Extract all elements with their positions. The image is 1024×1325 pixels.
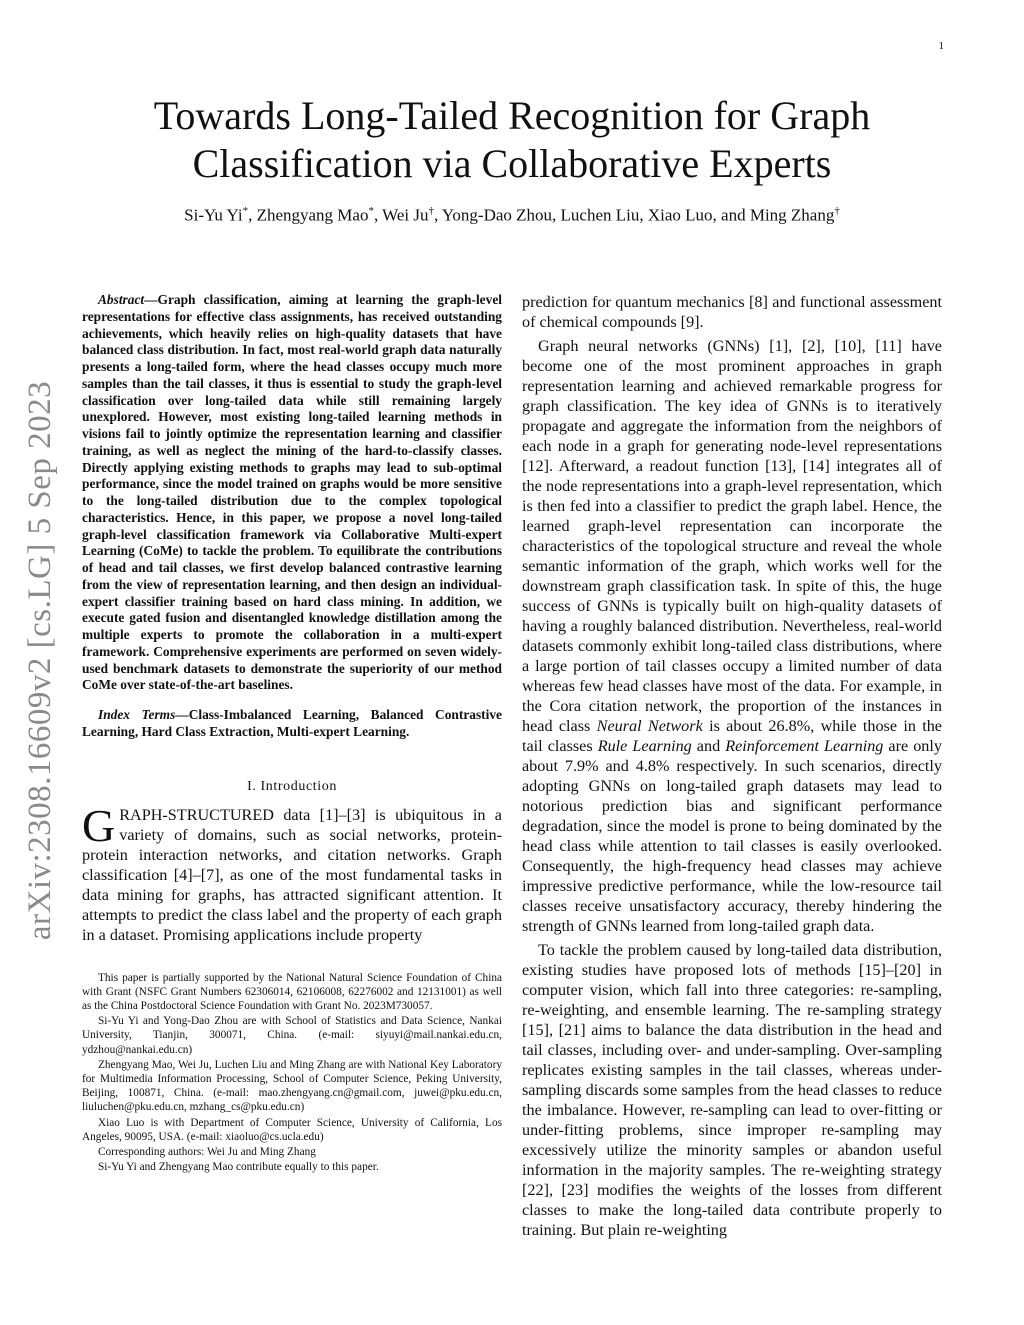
- arxiv-stamp: [6, 360, 76, 960]
- paragraph-long-tailed-methods: To tackle the problem caused by long-tailed data distribution, existing studies have proposed lots of methods [15]–[20] in computer vision, which fall into three categories: re-sampling, re-weighting, and ensemble learning. The re-sampling strategy [15], [21] aims to balance the data distribution in the head and tail classes, including over- and under-sampling. Over-sampling replicates existing samples in the tail classes, whereas under-sampling discards some samples from the head classes to reduce the imbalance. However, re-sampling can lead to over-fitting or under-fitting problems, since improper re-sampling may excessively utilize the minority samples or abandon useful information in the majority samples. The re-weighting strategy [22], [23] modifies the weights of the losses from different classes to make the long-tailed data contribute properly to training. But plain re-weighting: [522, 941, 942, 1239]
- footnote-affiliation-3: Xiao Luo is with Department of Computer Science, University of California, Los Angeles, 90095, USA. (e-mail: xiaoluo@cs.ucla.edu): [82, 1116, 502, 1143]
- abstract-text: —Graph classification, aiming at learning the graph-level representations for effective class assignments, has received outstanding achievements, which heavily relies on high-quality datasets that have balanced class distribution. In fact, most real-world graph data naturally presents a long-tailed form, where the head classes occupy much more samples than the tail classes, it thus is essential to study the graph-level classification over long-tailed data while still remaining largely unexplored. However, most existing long-tailed learning methods in visions fail to jointly optimize the representation learning and classifier training, as well as neglect the mining of the hard-to-classify classes. Directly applying existing methods to graphs may lead to sub-optimal performance, since the model trained on graphs would be more sensitive to the long-tailed distribution due to the complex topological characteristics. Hence, in this paper, we propose a novel long-tailed graph-level classification framework via Collaborative Multi-expert Learning (CoMe) to tackle the problem. To equilibrate the contributions of head and tail classes, we first develop balanced contrastive learning from the view of representation learning, and then design an individual-expert classifier training based on hard class mining. In addition, we execute gated fusion and disentangled knowledge distillation among the multiple experts to promote the collaboration in a multi-expert framework. Comprehensive experiments are performed on seven widely-used benchmark datasets to demonstrate the superiority of our method CoMe over state-of-the-art baselines.: [82, 292, 502, 693]
- gnn-text-3: and: [691, 737, 726, 755]
- footnote-affiliation-2: Zhengyang Mao, Wei Ju, Luchen Liu and Ming Zhang are with National Key Laboratory for Multimedia Information Processing, School of Computer Science, Peking University, Beijing, 100871, China. (e-mail: mao.zhengyang.cn@gmail.com, juwei@pku.edu.cn, liuluchen@pku.edu.cn, mzhang_cs@pku.edu.cn): [82, 1058, 502, 1114]
- page-number: 1: [938, 40, 944, 52]
- index-terms: [82, 707, 502, 741]
- author-3-mark: †: [428, 205, 434, 217]
- title-line-2: Classification via Collaborative Experts: [192, 141, 832, 186]
- paragraph-gnns: [522, 336, 942, 936]
- gnn-text-2: is about 26.8%, while those in the tail classes: [522, 717, 942, 755]
- emph-reinforcement-learning: Reinforcement Learning: [725, 737, 884, 755]
- author-1: Si-Yu Yi: [184, 205, 243, 225]
- footnotes: [82, 971, 502, 1175]
- paper-title: [110, 92, 914, 188]
- author-rest: , Yong-Dao Zhou, Luchen Liu, Xiao Luo, and Ming Zhang: [433, 205, 835, 225]
- abstract: [82, 292, 502, 694]
- intro-caps: RAPH-STRUCTURED: [119, 805, 274, 824]
- author-rest-mark: †: [834, 205, 840, 217]
- footnote-affiliation-1: Si-Yu Yi and Yong-Dao Zhou are with School of Statistics and Data Science, Nankai University, Tianjin, 300071, China. (e-mail: siyuyi@mail.nankai.edu.cn, ydzhou@nankai.edu.cn): [82, 1015, 502, 1056]
- emph-rule-learning: Rule Learning: [597, 737, 692, 755]
- footnote-corresponding: Corresponding authors: Wei Ju and Ming Zhang: [98, 1145, 316, 1158]
- author-3: , Wei Ju: [373, 205, 429, 225]
- arxiv-stamp-text: arXiv:2308.16609v2 [cs.LG] 5 Sep 2023: [22, 380, 59, 940]
- gnn-text-4: are only about 7.9% and 4.8% respectively. In such scenarios, directly adopting GNNs on long-tailed graph datasets may lead to notorious prediction bias and significant performance degradation, since the model is prone to being dominated by the head class while attention to tail classes is easily overlooked. Consequently, the high-frequency head classes may achieve impressive predictive performance, while the low-resource tail classes receive unsatisfactory accuracy, thereby hindering the strength of GNNs learned from long-tailed graph data.: [522, 737, 942, 935]
- index-terms-text: —Class-Imbalanced Learning, Balanced Contrastive Learning, Hard Class Extraction, Multi-expert Learning.: [82, 707, 502, 739]
- abstract-lead: Abstract: [98, 292, 145, 307]
- author-1-mark: *: [242, 205, 249, 217]
- emph-neural-network: Neural Network: [596, 717, 703, 735]
- author-2: , Zhengyang Mao: [248, 205, 369, 225]
- gnn-text-1: Graph neural networks (GNNs) [1], [2], [10], [11] have become one of the most prominent approaches in graph representation learning and achieved remarkable progress for graph classification. The key idea of GNNs is to iteratively propagate and aggregate the information from the neighbors of each node in a graph for generating node-level representations [12]. Afterward, a readout function [13], [14] integrates all of the node representations into a graph-level representation, which is then fed into a classifier to predict the graph label. Hence, the learned graph-level representation can incorporate the characteristics of the topological structure and reveal the whole semantic information of the graph, which works well for the downstream graph classification task. In spite of this, the huge success of GNNs is typically built on high-quality datasets of having a roughly balanced distribution. Nevertheless, real-world datasets commonly exhibit long-tailed class distributions, where a large portion of tail classes occupy a limited number of data whereas few head classes have most of the data. For example, in the Cora citation network, the proportion of the instances in head class: [522, 337, 942, 735]
- introduction-paragraph: [82, 799, 502, 945]
- footnote-equal-contribution: Si-Yu Yi and Zhengyang Mao contribute equally to this paper.: [98, 1161, 379, 1174]
- section-heading-introduction: I. Introduction: [247, 778, 337, 794]
- paragraph-continued: prediction for quantum mechanics [8] and functional assessment of chemical compounds [9].: [522, 293, 942, 331]
- right-column: [522, 292, 942, 1244]
- index-terms-lead: Index Terms: [98, 707, 176, 722]
- left-column: [82, 292, 502, 1175]
- title-line-1: Towards Long-Tailed Recognition for Graph: [153, 93, 871, 138]
- author-list: [80, 205, 944, 226]
- author-2-mark: *: [368, 205, 374, 217]
- drop-cap: G: [82, 799, 116, 851]
- intro-text: data [1]–[3] is ubiquitous in a variety of domains, such as social networks, protein-protein interaction networks, and citation networks. Graph classification [4]–[7], as one of the most fundamental tasks in data mining for graphs, has attracted significant attention. It attempts to predict the class label and the property of each graph in a dataset. Promising applications include property: [82, 805, 502, 944]
- footnote-funding: This paper is partially supported by the National Natural Science Foundation of China with Grant (NSFC Grant Numbers 62306014, 62106008, 62276002 and 12131001) as well as the China Postdoctoral Science Foundation with Grant No. 2023M730057.: [82, 971, 502, 1012]
